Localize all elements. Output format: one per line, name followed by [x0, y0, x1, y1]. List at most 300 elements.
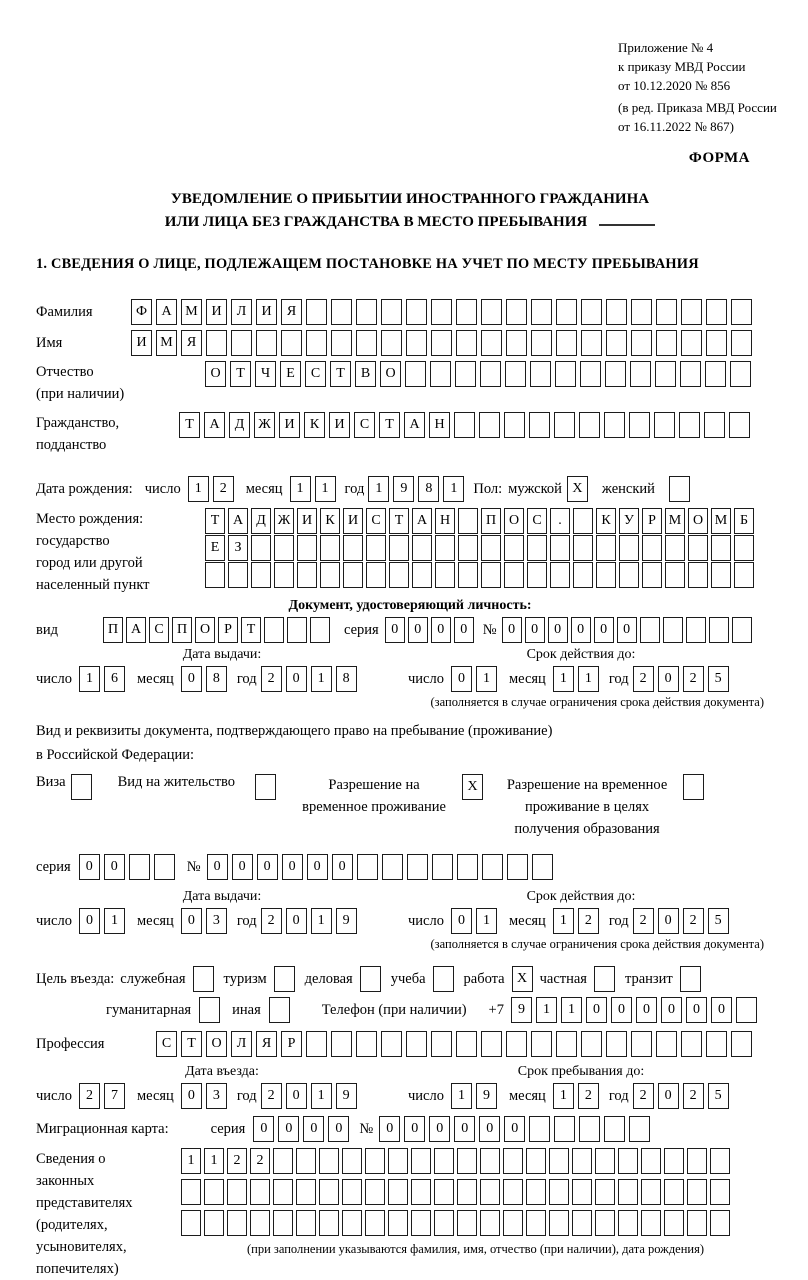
char-cell[interactable]: 0: [404, 1116, 425, 1142]
char-cell[interactable]: [556, 299, 577, 325]
char-cell[interactable]: [256, 330, 277, 356]
char-cell[interactable]: 1: [290, 476, 311, 502]
doc-expiry-year-cells[interactable]: [633, 666, 729, 692]
char-cell[interactable]: 3: [206, 908, 227, 934]
char-cell[interactable]: [596, 535, 616, 561]
char-cell[interactable]: [482, 854, 503, 880]
char-cell[interactable]: [549, 1179, 569, 1205]
char-cell[interactable]: 0: [586, 997, 607, 1023]
char-cell[interactable]: [204, 1210, 224, 1236]
stay-year-cells[interactable]: [633, 1083, 729, 1109]
char-cell[interactable]: [342, 1179, 362, 1205]
char-cell[interactable]: 0: [79, 908, 100, 934]
char-cell[interactable]: 1: [536, 997, 557, 1023]
permit-issue-month-cells[interactable]: [181, 908, 227, 934]
char-cell[interactable]: [710, 1148, 730, 1174]
char-cell[interactable]: [457, 1210, 477, 1236]
char-cell[interactable]: Р: [642, 508, 662, 534]
char-cell[interactable]: [296, 1148, 316, 1174]
char-cell[interactable]: 0: [328, 1116, 349, 1142]
char-cell[interactable]: [365, 1148, 385, 1174]
char-cell[interactable]: А: [404, 412, 425, 438]
char-cell[interactable]: [264, 617, 284, 643]
char-cell[interactable]: [457, 854, 478, 880]
birth-place-cells-row3[interactable]: [205, 562, 754, 588]
char-cell[interactable]: 0: [525, 617, 545, 643]
char-cell[interactable]: 1: [181, 1148, 201, 1174]
char-cell[interactable]: А: [228, 508, 248, 534]
char-cell[interactable]: [382, 854, 403, 880]
profession-cells[interactable]: [156, 1031, 752, 1057]
char-cell[interactable]: [319, 1210, 339, 1236]
char-cell[interactable]: [306, 299, 327, 325]
purpose-other-checkbox[interactable]: [269, 997, 290, 1023]
char-cell[interactable]: [227, 1210, 247, 1236]
char-cell[interactable]: М: [156, 330, 177, 356]
char-cell[interactable]: [573, 562, 593, 588]
permit-issue-year-cells[interactable]: [261, 908, 357, 934]
char-cell[interactable]: [506, 299, 527, 325]
char-cell[interactable]: 5: [708, 666, 729, 692]
char-cell[interactable]: [554, 412, 575, 438]
char-cell[interactable]: [181, 1179, 201, 1205]
char-cell[interactable]: О: [688, 508, 708, 534]
doc-number-cells[interactable]: [502, 617, 752, 643]
char-cell[interactable]: [573, 508, 593, 534]
char-cell[interactable]: [457, 1148, 477, 1174]
char-cell[interactable]: [431, 1031, 452, 1057]
char-cell[interactable]: [287, 617, 307, 643]
char-cell[interactable]: И: [329, 412, 350, 438]
stay-month-cells[interactable]: [553, 1083, 599, 1109]
char-cell[interactable]: Д: [229, 412, 250, 438]
char-cell[interactable]: [281, 330, 302, 356]
char-cell[interactable]: [319, 1179, 339, 1205]
permit-issue-day-cells[interactable]: [79, 908, 125, 934]
char-cell[interactable]: 2: [261, 908, 282, 934]
char-cell[interactable]: [595, 1210, 615, 1236]
temp-residence-education-checkbox[interactable]: [683, 774, 704, 800]
char-cell[interactable]: 0: [379, 1116, 400, 1142]
char-cell[interactable]: [506, 1031, 527, 1057]
char-cell[interactable]: [129, 854, 150, 880]
char-cell[interactable]: 0: [181, 1083, 202, 1109]
char-cell[interactable]: [430, 361, 451, 387]
char-cell[interactable]: 1: [443, 476, 464, 502]
char-cell[interactable]: И: [206, 299, 227, 325]
char-cell[interactable]: [250, 1179, 270, 1205]
char-cell[interactable]: 0: [257, 854, 278, 880]
char-cell[interactable]: [665, 562, 685, 588]
char-cell[interactable]: 2: [633, 908, 654, 934]
char-cell[interactable]: [274, 562, 294, 588]
char-cell[interactable]: [572, 1210, 592, 1236]
char-cell[interactable]: [389, 562, 409, 588]
char-cell[interactable]: [705, 361, 726, 387]
char-cell[interactable]: [481, 299, 502, 325]
char-cell[interactable]: [618, 1148, 638, 1174]
purpose-humanitarian-checkbox[interactable]: [199, 997, 220, 1023]
char-cell[interactable]: [481, 562, 501, 588]
char-cell[interactable]: Т: [389, 508, 409, 534]
char-cell[interactable]: [405, 361, 426, 387]
char-cell[interactable]: [458, 508, 478, 534]
char-cell[interactable]: С: [527, 508, 547, 534]
doc-series-cells[interactable]: [385, 617, 474, 643]
char-cell[interactable]: [204, 1179, 224, 1205]
char-cell[interactable]: [596, 562, 616, 588]
char-cell[interactable]: 1: [578, 666, 599, 692]
char-cell[interactable]: [529, 412, 550, 438]
char-cell[interactable]: [458, 535, 478, 561]
purpose-official-checkbox[interactable]: [193, 966, 214, 992]
char-cell[interactable]: Б: [734, 508, 754, 534]
char-cell[interactable]: [580, 361, 601, 387]
char-cell[interactable]: [205, 562, 225, 588]
char-cell[interactable]: 0: [431, 617, 451, 643]
char-cell[interactable]: 0: [611, 997, 632, 1023]
char-cell[interactable]: [406, 1031, 427, 1057]
char-cell[interactable]: 0: [286, 666, 307, 692]
char-cell[interactable]: [656, 330, 677, 356]
char-cell[interactable]: [734, 562, 754, 588]
char-cell[interactable]: [481, 535, 501, 561]
char-cell[interactable]: [641, 1179, 661, 1205]
char-cell[interactable]: 0: [711, 997, 732, 1023]
char-cell[interactable]: К: [596, 508, 616, 534]
char-cell[interactable]: [631, 299, 652, 325]
char-cell[interactable]: 1: [553, 908, 574, 934]
char-cell[interactable]: З: [228, 535, 248, 561]
char-cell[interactable]: [531, 330, 552, 356]
char-cell[interactable]: С: [354, 412, 375, 438]
char-cell[interactable]: [706, 1031, 727, 1057]
char-cell[interactable]: [320, 562, 340, 588]
char-cell[interactable]: [228, 562, 248, 588]
migration-number-cells[interactable]: [379, 1116, 650, 1142]
char-cell[interactable]: 8: [206, 666, 227, 692]
char-cell[interactable]: Л: [231, 1031, 252, 1057]
char-cell[interactable]: 2: [261, 666, 282, 692]
char-cell[interactable]: 0: [232, 854, 253, 880]
migration-series-cells[interactable]: [253, 1116, 349, 1142]
char-cell[interactable]: И: [131, 330, 152, 356]
char-cell[interactable]: [619, 535, 639, 561]
char-cell[interactable]: [206, 330, 227, 356]
char-cell[interactable]: [431, 299, 452, 325]
char-cell[interactable]: [431, 330, 452, 356]
char-cell[interactable]: [555, 361, 576, 387]
char-cell[interactable]: [665, 535, 685, 561]
char-cell[interactable]: [343, 562, 363, 588]
char-cell[interactable]: .: [550, 508, 570, 534]
char-cell[interactable]: 0: [303, 1116, 324, 1142]
char-cell[interactable]: 6: [104, 666, 125, 692]
char-cell[interactable]: [480, 1210, 500, 1236]
char-cell[interactable]: [456, 330, 477, 356]
char-cell[interactable]: 0: [286, 908, 307, 934]
char-cell[interactable]: [455, 361, 476, 387]
char-cell[interactable]: [581, 330, 602, 356]
char-cell[interactable]: [711, 535, 731, 561]
char-cell[interactable]: И: [343, 508, 363, 534]
char-cell[interactable]: [581, 1031, 602, 1057]
char-cell[interactable]: [306, 330, 327, 356]
char-cell[interactable]: 0: [617, 617, 637, 643]
char-cell[interactable]: [572, 1148, 592, 1174]
char-cell[interactable]: [456, 299, 477, 325]
char-cell[interactable]: [297, 562, 317, 588]
char-cell[interactable]: 0: [282, 854, 303, 880]
entry-day-cells[interactable]: [79, 1083, 125, 1109]
char-cell[interactable]: [357, 854, 378, 880]
char-cell[interactable]: А: [412, 508, 432, 534]
char-cell[interactable]: [549, 1210, 569, 1236]
char-cell[interactable]: [406, 330, 427, 356]
char-cell[interactable]: 0: [408, 617, 428, 643]
char-cell[interactable]: 0: [454, 617, 474, 643]
char-cell[interactable]: [526, 1179, 546, 1205]
char-cell[interactable]: 0: [307, 854, 328, 880]
char-cell[interactable]: [619, 562, 639, 588]
doc-expiry-day-cells[interactable]: [451, 666, 497, 692]
char-cell[interactable]: 0: [502, 617, 522, 643]
char-cell[interactable]: [181, 1210, 201, 1236]
char-cell[interactable]: [606, 1031, 627, 1057]
char-cell[interactable]: [680, 361, 701, 387]
char-cell[interactable]: 0: [181, 666, 202, 692]
char-cell[interactable]: Т: [181, 1031, 202, 1057]
char-cell[interactable]: [342, 1148, 362, 1174]
char-cell[interactable]: А: [204, 412, 225, 438]
char-cell[interactable]: 0: [79, 854, 100, 880]
char-cell[interactable]: 2: [633, 666, 654, 692]
char-cell[interactable]: [454, 412, 475, 438]
char-cell[interactable]: [579, 412, 600, 438]
char-cell[interactable]: [731, 299, 752, 325]
char-cell[interactable]: И: [279, 412, 300, 438]
char-cell[interactable]: [573, 535, 593, 561]
sex-male-checkbox[interactable]: X: [567, 476, 588, 502]
char-cell[interactable]: 0: [661, 997, 682, 1023]
char-cell[interactable]: Т: [230, 361, 251, 387]
char-cell[interactable]: [296, 1210, 316, 1236]
char-cell[interactable]: [506, 330, 527, 356]
char-cell[interactable]: М: [711, 508, 731, 534]
char-cell[interactable]: Ж: [254, 412, 275, 438]
char-cell[interactable]: [319, 1148, 339, 1174]
char-cell[interactable]: [388, 1148, 408, 1174]
char-cell[interactable]: У: [619, 508, 639, 534]
char-cell[interactable]: [432, 854, 453, 880]
purpose-private-checkbox[interactable]: [594, 966, 615, 992]
char-cell[interactable]: [306, 1031, 327, 1057]
char-cell[interactable]: Т: [330, 361, 351, 387]
char-cell[interactable]: [526, 1148, 546, 1174]
char-cell[interactable]: 9: [476, 1083, 497, 1109]
char-cell[interactable]: [664, 1210, 684, 1236]
char-cell[interactable]: [458, 562, 478, 588]
entry-month-cells[interactable]: [181, 1083, 227, 1109]
char-cell[interactable]: [606, 299, 627, 325]
birth-place-cells-row2[interactable]: [205, 535, 754, 561]
char-cell[interactable]: [550, 535, 570, 561]
char-cell[interactable]: [709, 617, 729, 643]
char-cell[interactable]: 0: [286, 1083, 307, 1109]
char-cell[interactable]: [481, 1031, 502, 1057]
residence-permit-checkbox[interactable]: [255, 774, 276, 800]
char-cell[interactable]: [606, 330, 627, 356]
char-cell[interactable]: [679, 412, 700, 438]
char-cell[interactable]: [251, 535, 271, 561]
char-cell[interactable]: И: [256, 299, 277, 325]
char-cell[interactable]: [366, 535, 386, 561]
char-cell[interactable]: К: [320, 508, 340, 534]
char-cell[interactable]: [406, 299, 427, 325]
char-cell[interactable]: [227, 1179, 247, 1205]
char-cell[interactable]: Я: [281, 299, 302, 325]
char-cell[interactable]: [556, 330, 577, 356]
char-cell[interactable]: 1: [451, 1083, 472, 1109]
char-cell[interactable]: 0: [253, 1116, 274, 1142]
char-cell[interactable]: Т: [205, 508, 225, 534]
char-cell[interactable]: [526, 1210, 546, 1236]
char-cell[interactable]: 0: [636, 997, 657, 1023]
char-cell[interactable]: [274, 535, 294, 561]
char-cell[interactable]: 0: [429, 1116, 450, 1142]
char-cell[interactable]: И: [297, 508, 317, 534]
char-cell[interactable]: Л: [231, 299, 252, 325]
char-cell[interactable]: 0: [686, 997, 707, 1023]
char-cell[interactable]: П: [481, 508, 501, 534]
char-cell[interactable]: [381, 1031, 402, 1057]
char-cell[interactable]: [663, 617, 683, 643]
char-cell[interactable]: [435, 562, 455, 588]
char-cell[interactable]: 2: [578, 908, 599, 934]
char-cell[interactable]: [687, 1210, 707, 1236]
char-cell[interactable]: 0: [658, 1083, 679, 1109]
char-cell[interactable]: 1: [561, 997, 582, 1023]
char-cell[interactable]: [504, 412, 525, 438]
char-cell[interactable]: [604, 412, 625, 438]
char-cell[interactable]: О: [195, 617, 215, 643]
char-cell[interactable]: [412, 562, 432, 588]
char-cell[interactable]: [711, 562, 731, 588]
legal-reps-cells-row3[interactable]: [181, 1210, 730, 1236]
patronymic-cells[interactable]: [205, 361, 751, 387]
char-cell[interactable]: М: [181, 299, 202, 325]
char-cell[interactable]: [655, 361, 676, 387]
doc-issue-year-cells[interactable]: [261, 666, 357, 692]
char-cell[interactable]: [434, 1148, 454, 1174]
char-cell[interactable]: [554, 1116, 575, 1142]
char-cell[interactable]: 8: [418, 476, 439, 502]
char-cell[interactable]: [356, 299, 377, 325]
char-cell[interactable]: [686, 617, 706, 643]
char-cell[interactable]: [710, 1210, 730, 1236]
char-cell[interactable]: [527, 535, 547, 561]
char-cell[interactable]: [273, 1210, 293, 1236]
char-cell[interactable]: [549, 1148, 569, 1174]
char-cell[interactable]: [331, 1031, 352, 1057]
char-cell[interactable]: [681, 299, 702, 325]
char-cell[interactable]: [706, 299, 727, 325]
char-cell[interactable]: 0: [104, 854, 125, 880]
char-cell[interactable]: [572, 1179, 592, 1205]
char-cell[interactable]: [706, 330, 727, 356]
char-cell[interactable]: [365, 1210, 385, 1236]
char-cell[interactable]: 0: [571, 617, 591, 643]
char-cell[interactable]: Я: [256, 1031, 277, 1057]
char-cell[interactable]: [656, 1031, 677, 1057]
char-cell[interactable]: [664, 1179, 684, 1205]
char-cell[interactable]: [618, 1179, 638, 1205]
char-cell[interactable]: А: [156, 299, 177, 325]
char-cell[interactable]: [250, 1210, 270, 1236]
char-cell[interactable]: [320, 535, 340, 561]
char-cell[interactable]: [664, 1148, 684, 1174]
char-cell[interactable]: Е: [280, 361, 301, 387]
char-cell[interactable]: 0: [658, 908, 679, 934]
char-cell[interactable]: [531, 299, 552, 325]
char-cell[interactable]: О: [504, 508, 524, 534]
char-cell[interactable]: 2: [683, 666, 704, 692]
permit-expiry-year-cells[interactable]: [633, 908, 729, 934]
char-cell[interactable]: Т: [179, 412, 200, 438]
char-cell[interactable]: 1: [311, 1083, 332, 1109]
char-cell[interactable]: [641, 1210, 661, 1236]
char-cell[interactable]: [310, 617, 330, 643]
char-cell[interactable]: [389, 535, 409, 561]
char-cell[interactable]: [388, 1179, 408, 1205]
char-cell[interactable]: [503, 1179, 523, 1205]
char-cell[interactable]: [631, 1031, 652, 1057]
char-cell[interactable]: [480, 361, 501, 387]
char-cell[interactable]: Я: [181, 330, 202, 356]
char-cell[interactable]: О: [205, 361, 226, 387]
char-cell[interactable]: [687, 1179, 707, 1205]
char-cell[interactable]: 1: [476, 666, 497, 692]
char-cell[interactable]: [604, 1116, 625, 1142]
char-cell[interactable]: 1: [553, 666, 574, 692]
char-cell[interactable]: О: [206, 1031, 227, 1057]
char-cell[interactable]: [456, 1031, 477, 1057]
char-cell[interactable]: [681, 1031, 702, 1057]
char-cell[interactable]: 0: [278, 1116, 299, 1142]
char-cell[interactable]: 0: [207, 854, 228, 880]
char-cell[interactable]: Ч: [255, 361, 276, 387]
char-cell[interactable]: Н: [429, 412, 450, 438]
char-cell[interactable]: [710, 1179, 730, 1205]
permit-number-cells[interactable]: [207, 854, 553, 880]
char-cell[interactable]: 0: [479, 1116, 500, 1142]
char-cell[interactable]: 0: [385, 617, 405, 643]
char-cell[interactable]: П: [172, 617, 192, 643]
char-cell[interactable]: 2: [213, 476, 234, 502]
char-cell[interactable]: [629, 412, 650, 438]
char-cell[interactable]: [342, 1210, 362, 1236]
char-cell[interactable]: Т: [379, 412, 400, 438]
birth-year-cells[interactable]: [368, 476, 464, 502]
char-cell[interactable]: [730, 361, 751, 387]
char-cell[interactable]: [654, 412, 675, 438]
char-cell[interactable]: [656, 299, 677, 325]
char-cell[interactable]: [273, 1148, 293, 1174]
doc-expiry-month-cells[interactable]: [553, 666, 599, 692]
legal-reps-cells-row1[interactable]: [181, 1148, 730, 1174]
char-cell[interactable]: [595, 1148, 615, 1174]
char-cell[interactable]: Р: [218, 617, 238, 643]
